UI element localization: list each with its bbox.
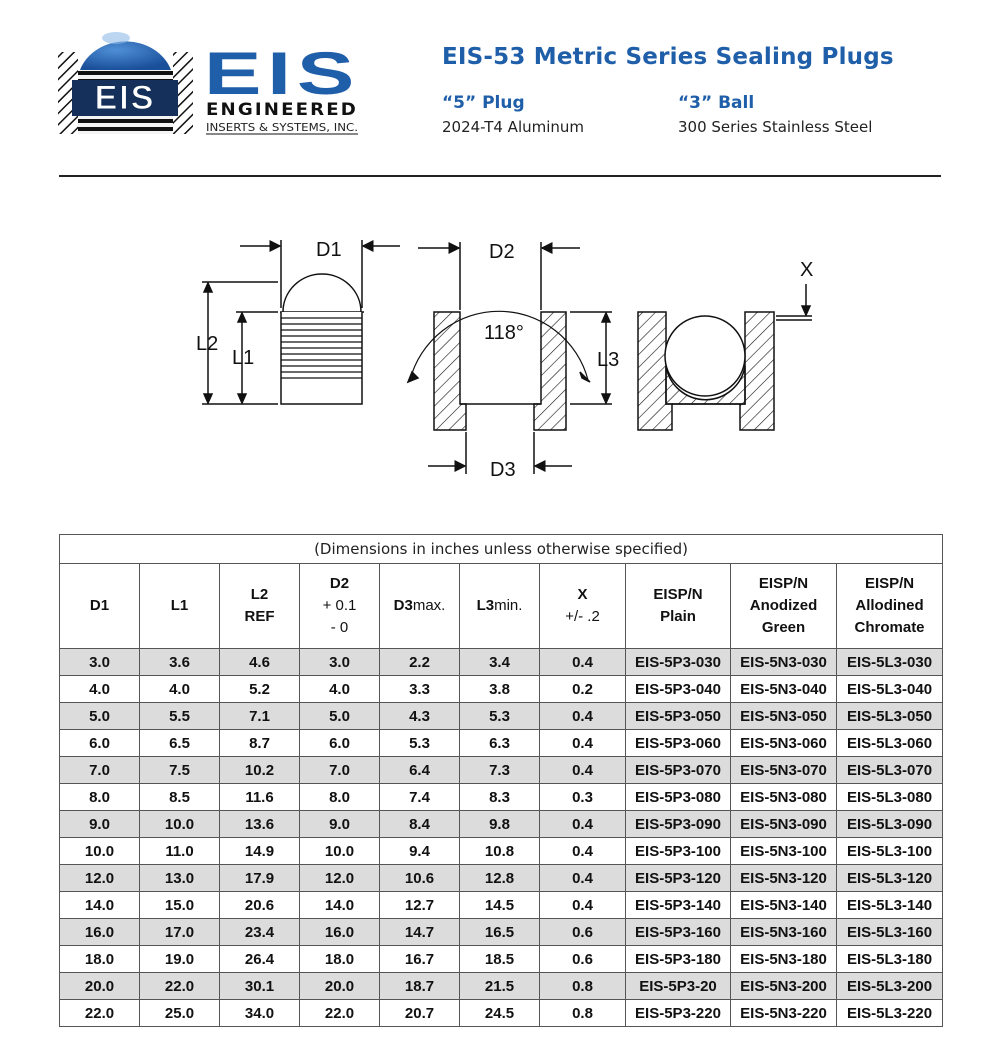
material-name: “3” Ball: [678, 93, 755, 113]
table-cell: EIS-5L3-040: [837, 676, 943, 703]
table-cell: EIS-5L3-080: [837, 784, 943, 811]
table-cell: 9.4: [380, 838, 460, 865]
table-cell: 13.0: [140, 865, 220, 892]
table-cell: EIS-5P3-090: [626, 811, 731, 838]
table-cell: 20.0: [60, 973, 140, 1000]
table-cell: EIS-5L3-120: [837, 865, 943, 892]
material-desc: 300 Series Stainless Steel: [678, 118, 873, 136]
table-cell: 16.7: [380, 946, 460, 973]
table-cell: 6.3: [460, 730, 540, 757]
table-cell: 0.4: [540, 703, 626, 730]
logo-letters: EIS: [94, 79, 156, 117]
table-cell: 6.4: [380, 757, 460, 784]
table-cell: 18.0: [300, 946, 380, 973]
table-cell: 20.0: [300, 973, 380, 1000]
table-cell: 3.6: [140, 649, 220, 676]
material-name: “5” Plug: [442, 93, 525, 113]
table-cell: 5.0: [300, 703, 380, 730]
column-header-label: L3: [476, 597, 495, 614]
table-cell: EIS-5P3-160: [626, 919, 731, 946]
column-header: [140, 564, 220, 649]
table-cell: 14.0: [300, 892, 380, 919]
table-cell: EIS-5L3-180: [837, 946, 943, 973]
table-cell: 0.6: [540, 919, 626, 946]
table-cell: 4.0: [300, 676, 380, 703]
label-d1: D1: [316, 239, 342, 261]
table-row: [60, 865, 943, 892]
table-cell: 18.0: [60, 946, 140, 973]
table-cell: EIS-5L3-200: [837, 973, 943, 1000]
table-cell: EIS-5L3-160: [837, 919, 943, 946]
table-cell: 7.0: [60, 757, 140, 784]
table-row: [60, 919, 943, 946]
table-cell: 0.8: [540, 973, 626, 1000]
table-cell: 34.0: [220, 1000, 300, 1027]
table-cell: EIS-5P3-060: [626, 730, 731, 757]
column-header-suffix: min.: [494, 597, 523, 614]
table-cell: 20.6: [220, 892, 300, 919]
table-cell: 16.5: [460, 919, 540, 946]
table-cell: 3.3: [380, 676, 460, 703]
table-cell: 12.0: [60, 865, 140, 892]
table-cell: 8.0: [300, 784, 380, 811]
table-cell: 10.8: [460, 838, 540, 865]
table-cell: 19.0: [140, 946, 220, 973]
column-header-label: EISP/N: [653, 586, 703, 603]
table-cell: 7.3: [460, 757, 540, 784]
table-cell: EIS-5N3-040: [731, 676, 837, 703]
dimension-table: [59, 534, 942, 1027]
column-header: [837, 564, 943, 649]
table-header-row: [60, 564, 943, 649]
table-cell: EIS-5P3-180: [626, 946, 731, 973]
label-l2: L2: [196, 333, 219, 355]
table-cell: 16.0: [60, 919, 140, 946]
table-cell: 9.8: [460, 811, 540, 838]
table-cell: EIS-5N3-030: [731, 649, 837, 676]
table-cell: 30.1: [220, 973, 300, 1000]
column-header-label: L2: [250, 586, 269, 603]
label-x: X: [800, 259, 814, 281]
table-cell: 22.0: [140, 973, 220, 1000]
table-cell: 10.0: [300, 838, 380, 865]
column-header: [60, 564, 140, 649]
column-header: [300, 564, 380, 649]
table-cell: 2.2: [380, 649, 460, 676]
header-divider: [59, 175, 941, 177]
table-cell: 0.4: [540, 649, 626, 676]
table-cell: 8.5: [140, 784, 220, 811]
table-cell: EIS-5N3-100: [731, 838, 837, 865]
table-caption: (Dimensions in inches unless otherwise specified): [60, 535, 943, 564]
table-cell: 0.4: [540, 811, 626, 838]
table-row: [60, 892, 943, 919]
table-cell: 0.4: [540, 838, 626, 865]
material-desc: 2024-T4 Aluminum: [442, 118, 585, 136]
table-cell: 9.0: [60, 811, 140, 838]
table-cell: 18.7: [380, 973, 460, 1000]
table-row: [60, 730, 943, 757]
table-cell: EIS-5P3-140: [626, 892, 731, 919]
column-header-line: - 0: [330, 619, 349, 636]
table-cell: 8.7: [220, 730, 300, 757]
column-header-label: L1: [170, 597, 189, 614]
table-cell: 26.4: [220, 946, 300, 973]
table-cell: 6.0: [300, 730, 380, 757]
table-cell: EIS-5P3-20: [626, 973, 731, 1000]
column-header: [220, 564, 300, 649]
table-cell: 5.2: [220, 676, 300, 703]
table-cell: EIS-5N3-090: [731, 811, 837, 838]
column-header-line: Chromate: [854, 619, 925, 636]
column-header-line: REF: [244, 608, 275, 625]
table-cell: EIS-5L3-220: [837, 1000, 943, 1027]
column-header: [460, 564, 540, 649]
table-cell: EIS-5P3-080: [626, 784, 731, 811]
table-cell: 8.3: [460, 784, 540, 811]
logo-name: ENGINEERED: [206, 100, 358, 120]
table-cell: 18.5: [460, 946, 540, 973]
table-cell: 10.2: [220, 757, 300, 784]
table-cell: 5.3: [460, 703, 540, 730]
column-header-line: Green: [761, 619, 806, 636]
ball-installed-drawing: [638, 284, 812, 430]
table-cell: 12.0: [300, 865, 380, 892]
table-cell: 20.7: [380, 1000, 460, 1027]
table-cell: 6.0: [60, 730, 140, 757]
table-cell: 0.4: [540, 757, 626, 784]
table-cell: EIS-5N3-160: [731, 919, 837, 946]
table-row: [60, 784, 943, 811]
table-cell: EIS-5N3-060: [731, 730, 837, 757]
table-cell: 7.0: [300, 757, 380, 784]
table-cell: 0.4: [540, 730, 626, 757]
table-cell: 22.0: [300, 1000, 380, 1027]
label-d3: D3: [490, 459, 516, 481]
material-ball: [678, 93, 872, 136]
table-cell: 3.8: [460, 676, 540, 703]
table-cell: EIS-5N3-200: [731, 973, 837, 1000]
table-cell: 25.0: [140, 1000, 220, 1027]
label-d2: D2: [489, 241, 515, 263]
table-cell: EIS-5L3-060: [837, 730, 943, 757]
table-cell: EIS-5N3-180: [731, 946, 837, 973]
table-cell: EIS-5P3-220: [626, 1000, 731, 1027]
table-cell: EIS-5P3-100: [626, 838, 731, 865]
table-cell: 9.0: [300, 811, 380, 838]
column-header-label: D3: [393, 597, 413, 614]
column-header-line: Allodined: [855, 597, 924, 614]
table-cell: 0.6: [540, 946, 626, 973]
table-cell: 12.7: [380, 892, 460, 919]
table-cell: EIS-5N3-120: [731, 865, 837, 892]
table-cell: 11.6: [220, 784, 300, 811]
table-cell: EIS-5P3-030: [626, 649, 731, 676]
table-row: [60, 946, 943, 973]
label-angle: 118°: [484, 322, 524, 344]
table-row: [60, 757, 943, 784]
table-cell: 24.5: [460, 1000, 540, 1027]
table-cell: 21.5: [460, 973, 540, 1000]
table-cell: 5.3: [380, 730, 460, 757]
column-header: [731, 564, 837, 649]
plug-drawing: [202, 240, 400, 404]
table-cell: EIS-5L3-100: [837, 838, 943, 865]
label-l1: L1: [232, 347, 255, 369]
table-cell: 7.1: [220, 703, 300, 730]
table-cell: 12.8: [460, 865, 540, 892]
table-cell: EIS-5N3-070: [731, 757, 837, 784]
table-cell: EIS-5L3-050: [837, 703, 943, 730]
table-cell: 4.0: [140, 676, 220, 703]
column-header: [626, 564, 731, 649]
table-row: [60, 1000, 943, 1027]
column-header-line: Plain: [660, 608, 696, 625]
table-cell: 14.5: [460, 892, 540, 919]
table-cell: 10.0: [140, 811, 220, 838]
table-cell: 3.0: [300, 649, 380, 676]
column-header-label: EISP/N: [758, 575, 809, 592]
table-cell: EIS-5N3-080: [731, 784, 837, 811]
table-body: [60, 649, 943, 1027]
table-cell: 4.6: [220, 649, 300, 676]
table-row: [60, 973, 943, 1000]
table-cell: 0.2: [540, 676, 626, 703]
table-cell: 0.8: [540, 1000, 626, 1027]
hole-drawing: [408, 242, 612, 474]
table-cell: 22.0: [60, 1000, 140, 1027]
table-cell: 7.5: [140, 757, 220, 784]
table-row: [60, 649, 943, 676]
column-header: [540, 564, 626, 649]
table-row: [60, 676, 943, 703]
table-cell: 23.4: [220, 919, 300, 946]
table-row: [60, 703, 943, 730]
page-title: EIS-53 Metric Series Sealing Plugs: [442, 44, 894, 70]
table-cell: 3.4: [460, 649, 540, 676]
table-cell: EIS-5L3-070: [837, 757, 943, 784]
label-l3: L3: [597, 349, 620, 371]
table-cell: 4.0: [60, 676, 140, 703]
table-cell: EIS-5L3-090: [837, 811, 943, 838]
table-cell: 15.0: [140, 892, 220, 919]
table-cell: EIS-5L3-140: [837, 892, 943, 919]
table-cell: 7.4: [380, 784, 460, 811]
table-cell: 3.0: [60, 649, 140, 676]
table-cell: 5.5: [140, 703, 220, 730]
table-cell: 14.9: [220, 838, 300, 865]
table-row: [60, 811, 943, 838]
company-logo: [58, 22, 368, 140]
table-cell: EIS-5P3-120: [626, 865, 731, 892]
table-cell: EIS-5P3-040: [626, 676, 731, 703]
column-header-label: X: [577, 586, 588, 603]
table-cell: 8.4: [380, 811, 460, 838]
table-cell: 0.3: [540, 784, 626, 811]
table-cell: 13.6: [220, 811, 300, 838]
table-cell: 11.0: [140, 838, 220, 865]
table-cell: EIS-5N3-050: [731, 703, 837, 730]
column-header-line: + 0.1: [322, 597, 357, 614]
column-header-label: D1: [89, 597, 110, 614]
table-cell: 10.0: [60, 838, 140, 865]
table-cell: EIS-5L3-030: [837, 649, 943, 676]
column-header-label: D2: [329, 575, 350, 592]
table-cell: EIS-5N3-220: [731, 1000, 837, 1027]
table-cell: EIS-5N3-140: [731, 892, 837, 919]
column-header-label: EISP/N: [864, 575, 915, 592]
table-cell: EIS-5P3-070: [626, 757, 731, 784]
table-cell: 16.0: [300, 919, 380, 946]
table-cell: 17.0: [140, 919, 220, 946]
table-cell: 10.6: [380, 865, 460, 892]
table-cell: 14.0: [60, 892, 140, 919]
table-cell: 14.7: [380, 919, 460, 946]
table-cell: 4.3: [380, 703, 460, 730]
dimension-diagram: [0, 230, 1000, 490]
column-header: [380, 564, 460, 649]
column-header-line: +/- .2: [565, 608, 600, 625]
table-cell: EIS-5P3-050: [626, 703, 731, 730]
table-cell: 6.5: [140, 730, 220, 757]
table-row: [60, 838, 943, 865]
material-plug: [442, 93, 584, 136]
table-cell: 0.4: [540, 865, 626, 892]
column-header-line: Anodized: [749, 597, 818, 614]
column-header-suffix: max.: [412, 597, 446, 614]
table-cell: 0.4: [540, 892, 626, 919]
table-cell: 8.0: [60, 784, 140, 811]
logo-wordmark: EIS: [204, 40, 360, 107]
table-cell: 5.0: [60, 703, 140, 730]
logo-tagline: INSERTS & SYSTEMS, INC.: [206, 121, 358, 134]
table-cell: 17.9: [220, 865, 300, 892]
